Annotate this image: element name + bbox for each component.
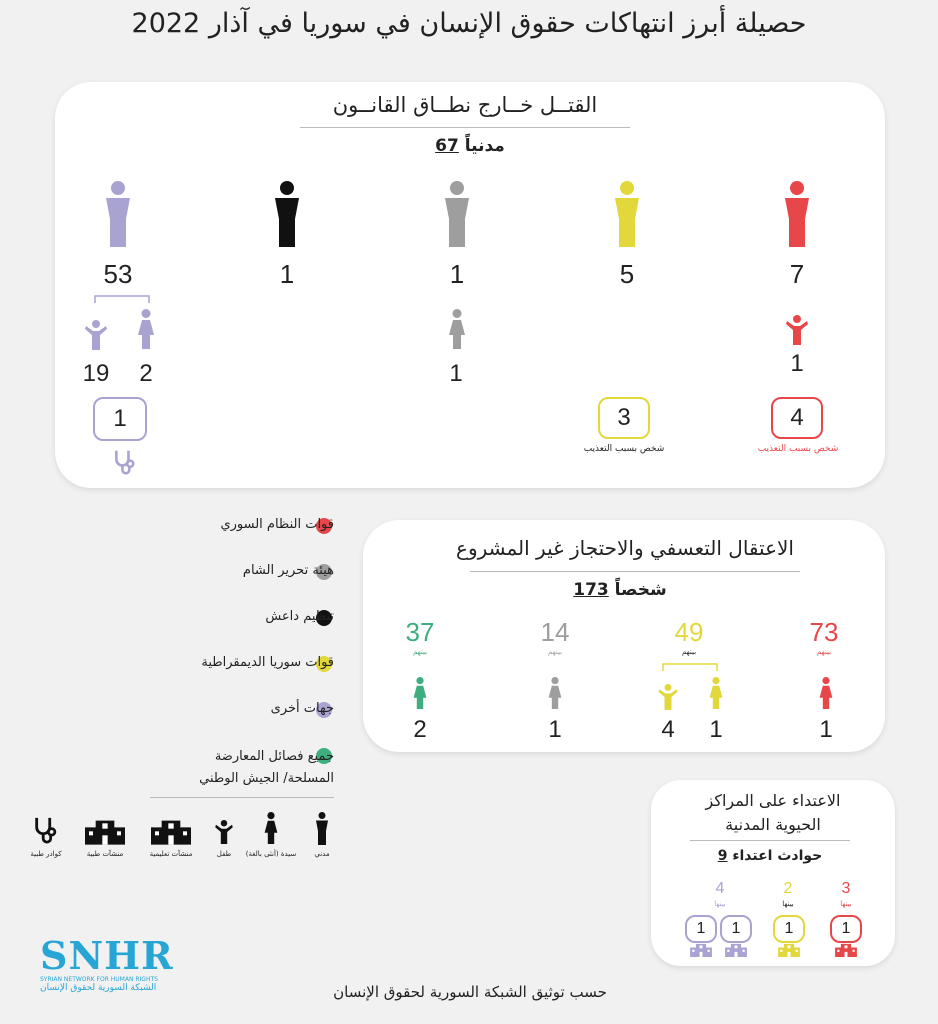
killing-regime-torture-value: 4 (790, 404, 804, 431)
attacks-total (685, 848, 855, 864)
page-title: حصيلة أبرز انتهاكات حقوق الإنسان في سوريا في آذار 2022 (131, 8, 807, 39)
key-medical-label: منشآت طبية (86, 850, 124, 858)
killing-hts-woman-icon (447, 309, 467, 349)
detention-regime-among: بينهم (816, 648, 832, 656)
key-education-label: منشآت تعليمية (149, 850, 193, 858)
legend-regime: قوات النظام السوري (220, 517, 334, 532)
killing-sdf-torture-box (598, 397, 650, 439)
killing-others-child-value: 19 (82, 360, 110, 387)
key-woman-icon (263, 812, 279, 844)
killing-hts-person-icon (443, 181, 471, 247)
detention-hts-value: 14 (540, 617, 570, 647)
detention-total (530, 580, 710, 600)
killing-title: القتــل خــارج نطــاق القانــون (332, 93, 598, 117)
attacks-others-among: بينها (714, 900, 726, 908)
logo-acronym: SNHR (40, 933, 174, 978)
detention-title-rule (470, 571, 800, 572)
attacks-total-value: 9 (717, 848, 728, 864)
attacks-sdf-box-value: 1 (784, 920, 794, 937)
killing-isis-person-icon (273, 181, 301, 247)
killing-others-value: 53 (103, 259, 133, 289)
legend-isis: تنظيم داعش (265, 609, 334, 624)
killing-hts-woman-value: 1 (449, 360, 463, 387)
attacks-others-medical-icon (690, 941, 712, 957)
killing-others-medical-box (93, 397, 147, 441)
killing-regime-value: 7 (789, 259, 805, 289)
footer-source: حسب توثيق الشبكة السورية لحقوق الإنسان (333, 983, 607, 1001)
legend-opposition: جميع فصائل المعارضة المسلحة/ الجيش الوطني (199, 749, 334, 786)
legend-hts: هيئة تحرير الشام (242, 563, 334, 578)
detention-sdf-child-icon (657, 684, 679, 710)
detention-regime-woman-icon (818, 676, 834, 710)
key-woman-label: سيدة (أنثى بالغة) (245, 850, 297, 858)
attacks-title-rule (690, 840, 850, 841)
killing-sdf-torture-value: 3 (617, 404, 631, 431)
logo-english: SYRIAN NETWORK FOR HUMAN RIGHTS (40, 976, 158, 983)
attacks-title-line1: الاعتداء على المراكز (705, 791, 841, 810)
killing-hts-value: 1 (449, 259, 465, 289)
snhr-logo (40, 933, 174, 993)
attacks-total-label: حوادث اعتداء (732, 848, 823, 864)
detention-regime-woman-value: 1 (819, 716, 833, 743)
detention-hts-among: بينهم (547, 648, 563, 656)
attacks-sdf-value: 2 (783, 880, 793, 897)
key-child-label: طفل (216, 850, 232, 858)
detention-hts-woman-icon (547, 676, 563, 710)
detention-title: الاعتقال التعسفي والاحتجاز غير المشروع (456, 536, 794, 560)
detention-sdf-child-value: 4 (661, 716, 675, 743)
key-medical-staff-icon (32, 816, 60, 844)
killing-title-rule (300, 127, 630, 128)
killing-sdf-value: 5 (619, 259, 635, 289)
killing-others-child-icon (84, 320, 108, 350)
stethoscope-icon (112, 449, 138, 475)
key-child-icon (214, 820, 234, 844)
attacks-others-box-2-value: 1 (696, 920, 706, 937)
killing-regime-torture-box (771, 397, 823, 439)
killing-others-bracket (94, 294, 150, 304)
key-civilian-label: مدني (314, 850, 330, 858)
attacks-others-education-icon (725, 941, 747, 957)
detention-opposition-woman-value: 2 (413, 716, 427, 743)
logo-arabic: الشبكة السورية لحقوق الإنسان (40, 983, 157, 993)
detention-sdf-woman-value: 1 (709, 716, 723, 743)
attacks-sdf-box (773, 915, 805, 943)
killing-regime-person-icon (783, 181, 811, 247)
detention-opposition-woman-icon (412, 676, 428, 710)
killing-total (370, 136, 570, 156)
attacks-regime-box (830, 915, 862, 943)
detention-sdf-value: 49 (674, 617, 704, 647)
key-medical-staff-label: كوادر طبية (30, 850, 62, 858)
killing-regime-torture-caption: شخص بسبب التعذيب (757, 444, 839, 454)
detention-regime-value: 73 (809, 617, 839, 647)
legend-sdf: قوات سوريا الديمقراطية (201, 655, 334, 670)
legend-rule (150, 797, 334, 798)
detention-sdf-bracket (662, 662, 718, 672)
attacks-regime-box-value: 1 (841, 920, 851, 937)
attacks-others-box-2 (685, 915, 717, 943)
killing-others-person-icon (104, 181, 132, 247)
attacks-others-box-1 (720, 915, 752, 943)
detention-opposition-value: 37 (405, 617, 435, 647)
detention-hts-woman-value: 1 (548, 716, 562, 743)
killing-total-label: مدنياً (464, 136, 505, 156)
killing-sdf-torture-caption: شخص بسبب التعذيب (583, 444, 665, 454)
killing-sdf-person-icon (613, 181, 641, 247)
killing-isis-value: 1 (279, 259, 295, 289)
detention-sdf-woman-icon (708, 676, 724, 710)
key-medical-icon (85, 815, 125, 845)
killing-regime-child-value: 1 (790, 350, 804, 377)
killing-regime-child-icon (785, 315, 809, 345)
attacks-others-value: 4 (715, 880, 725, 897)
detention-sdf-among: بينهم (681, 648, 697, 656)
attacks-title-line2: الحيوية المدنية (725, 815, 821, 834)
attacks-sdf-building-icon (778, 941, 800, 957)
legend-others: جهات أخرى (270, 701, 334, 716)
killing-others-woman-value: 2 (139, 360, 153, 387)
attacks-sdf-among: بينها (782, 900, 794, 908)
killing-total-value: 67 (435, 136, 459, 156)
attacks-regime-building-icon (835, 941, 857, 957)
detention-total-label: شخصاً (614, 580, 667, 600)
attacks-regime-value: 3 (841, 880, 851, 897)
key-civilian-icon (315, 812, 329, 845)
key-education-icon (151, 815, 191, 845)
detention-opposition-among: بينهم (412, 648, 428, 656)
detention-total-value: 173 (573, 580, 609, 600)
killing-others-medical-value: 1 (113, 405, 127, 432)
killing-others-woman-icon (136, 309, 156, 349)
attacks-regime-among: بينها (840, 900, 852, 908)
attacks-others-box-1-value: 1 (731, 920, 741, 937)
